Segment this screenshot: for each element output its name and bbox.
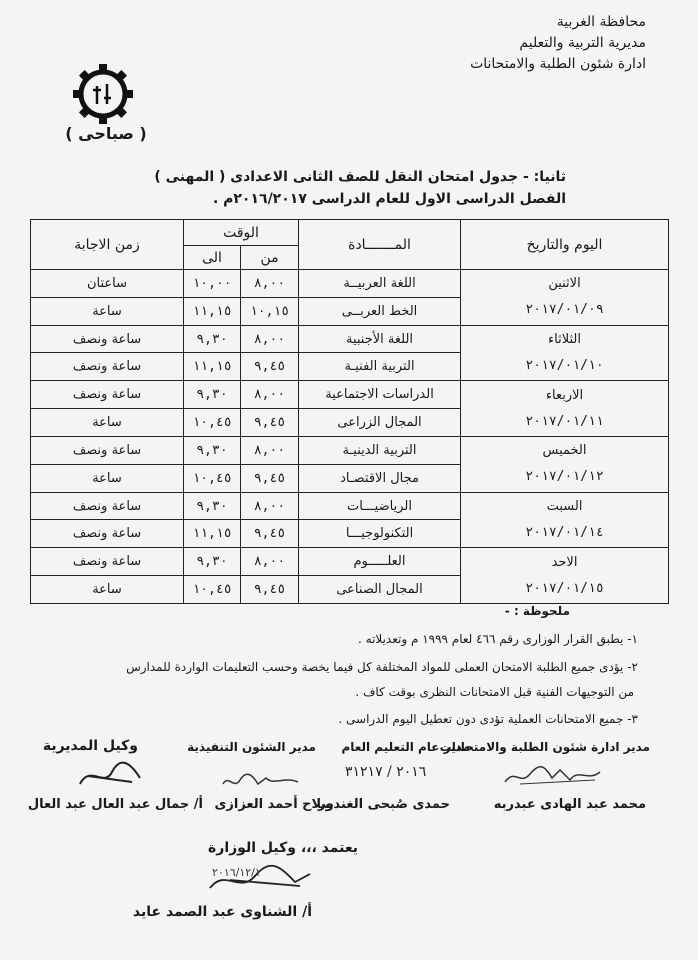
from-cell: ٩,٤٥	[241, 464, 299, 492]
table-row	[31, 325, 669, 353]
minister-signature-date: ٢٠١٦/١٢/١	[212, 866, 261, 879]
day-date: ٢٠١٧/٠١/٠٩	[525, 302, 604, 318]
gear-logo-icon	[66, 64, 140, 124]
table-row	[31, 270, 669, 298]
from-cell: ٩,٤٥	[241, 353, 299, 381]
signature-title-students-affairs: مدير ادارة شئون الطلبة والامتحانات	[439, 740, 650, 754]
to-cell: ٩,٣٠	[184, 381, 241, 409]
subject-cell: التكنولوجيـــا	[299, 520, 461, 548]
duration-cell: ساعة	[31, 576, 184, 604]
from-cell: ٨,٠٠	[241, 270, 299, 298]
document-title	[146, 166, 566, 210]
header-time: الوقت	[184, 220, 299, 246]
subject-cell: المجال الزراعى	[299, 409, 461, 437]
subject-cell: الدراسات الاجتماعية	[299, 381, 461, 409]
duration-cell: ساعة	[31, 409, 184, 437]
note-2b: من التوجيهات الفنية قبل الامتحانات النظرى بوقت كاف .	[355, 685, 634, 699]
day-name: الاربعاء	[545, 387, 584, 403]
from-cell: ٨,٠٠	[241, 492, 299, 520]
table-row	[31, 548, 669, 576]
subject-cell: التربية الفنيـة	[299, 353, 461, 381]
header-to: الى	[184, 246, 241, 270]
to-cell: ١١,١٥	[184, 520, 241, 548]
signature-date-note: ٢٠١٦ / ٣١٢١٧	[345, 764, 427, 780]
header-subject: المـــــــادة	[299, 220, 461, 270]
to-cell: ٩,٣٠	[184, 492, 241, 520]
to-cell: ١٠,٠٠	[184, 270, 241, 298]
day-cell	[461, 270, 669, 326]
duration-cell: ساعتان	[31, 270, 184, 298]
table-row	[31, 436, 669, 464]
day-name: الخميس	[542, 443, 587, 459]
to-cell: ١٠,٤٥	[184, 464, 241, 492]
duration-cell: ساعة ونصف	[31, 325, 184, 353]
table-row	[31, 492, 669, 520]
from-cell: ٨,٠٠	[241, 381, 299, 409]
subject-cell: الرياضيـــات	[299, 492, 461, 520]
day-cell	[461, 548, 669, 604]
note-1: ١- يطبق القرار الوزارى رقم ٤٦٦ لعام ١٩٩٩ م وتعديلاته .	[358, 632, 638, 646]
subject-cell: مجال الاقتصـاد	[299, 464, 461, 492]
duration-cell: ساعة ونصف	[31, 353, 184, 381]
signature-title-deputy-directorate: وكيل المديرية	[42, 738, 138, 754]
duration-cell: ساعة ونصف	[31, 436, 184, 464]
title-line-2: الفصل الدراسى الاول للعام الدراسى ٢٠١٦/٢٠١٧م .	[212, 191, 566, 207]
day-date: ٢٠١٧/٠١/١٢	[525, 469, 604, 485]
header-block	[346, 12, 646, 75]
from-cell: ٩,٤٥	[241, 576, 299, 604]
subject-cell: اللغة الأجنبية	[299, 325, 461, 353]
duration-cell: ساعة	[31, 297, 184, 325]
notes-block	[20, 604, 670, 734]
from-cell: ٩,٤٥	[241, 520, 299, 548]
header-duration: زمن الاجابة	[31, 220, 184, 270]
day-cell	[461, 492, 669, 548]
duration-cell: ساعة	[31, 464, 184, 492]
subject-cell: التربية الدينيـة	[299, 436, 461, 464]
department-text: ادارة شئون الطلبة والامتحانات	[470, 56, 646, 72]
signature-scribble-1	[500, 760, 610, 790]
from-cell: ٩,٤٥	[241, 409, 299, 437]
day-cell	[461, 381, 669, 437]
from-cell: ٨,٠٠	[241, 325, 299, 353]
day-date: ٢٠١٧/٠١/١٥	[525, 580, 604, 596]
day-cell	[461, 436, 669, 492]
notes-header: ملحوظة : -	[504, 604, 570, 618]
subject-cell: اللغة العربيــة	[299, 270, 461, 298]
minister-name: أ/ الشناوى عبد الصمد عايد	[132, 904, 312, 920]
to-cell: ١٠,٤٥	[184, 409, 241, 437]
subject-cell: المجال الصناعى	[299, 576, 461, 604]
from-cell: ٨,٠٠	[241, 548, 299, 576]
to-cell: ٩,٣٠	[184, 436, 241, 464]
header-from: من	[241, 246, 299, 270]
subject-cell: الخط العربــى	[299, 297, 461, 325]
day-cell	[461, 325, 669, 381]
day-date: ٢٠١٧/٠١/١٠	[525, 357, 604, 373]
duration-cell: ساعة ونصف	[31, 520, 184, 548]
subject-cell: العلـــــوم	[299, 548, 461, 576]
governorate-text: محافظة الغربية	[556, 14, 646, 30]
signature-scribble-4	[70, 758, 150, 794]
day-name: الاثنين	[548, 276, 581, 292]
signature-title-general-education: مدير عام التعليم العام	[341, 740, 470, 754]
to-cell: ١١,١٥	[184, 353, 241, 381]
day-date: ٢٠١٧/٠١/١٤	[525, 524, 604, 540]
directorate-text: مديرية التربية والتعليم	[519, 35, 646, 51]
duration-cell: ساعة ونصف	[31, 492, 184, 520]
from-cell: ٨,٠٠	[241, 436, 299, 464]
signature-scribble-3	[218, 770, 308, 794]
to-cell: ٩,٣٠	[184, 548, 241, 576]
duration-cell: ساعة ونصف	[31, 381, 184, 409]
note-3: ٣- جميع الامتحانات العملية تؤدى دون تعطيل اليوم الدراسى .	[338, 712, 638, 726]
day-name: السبت	[546, 498, 583, 514]
signature-name-4: أ/ جمال عبد العال عبد العال	[27, 797, 203, 812]
day-name: الثلاثاء	[548, 331, 581, 347]
shift-label: ( صباحى )	[65, 124, 147, 143]
duration-cell: ساعة ونصف	[31, 548, 184, 576]
from-cell: ١٠,١٥	[241, 297, 299, 325]
header-day: اليوم والتاريخ	[461, 220, 669, 270]
signature-name-2: حمدى صُبحى الغندور	[317, 797, 450, 812]
to-cell: ٩,٣٠	[184, 325, 241, 353]
day-date: ٢٠١٧/٠١/١١	[525, 413, 604, 429]
schedule-body	[31, 270, 669, 604]
signature-name-3: صلاح أحمد العزازى	[214, 797, 334, 812]
signature-name-1: محمد عبد الهادى عبدربه	[493, 797, 646, 812]
exam-schedule-table	[30, 219, 668, 604]
title-line-1: ثانيا: - جدول امتحان النقل للصف الثانى الاعدادى ( المهنى )	[154, 169, 566, 185]
table-row	[31, 381, 669, 409]
approval-label: يعتمد ،،، وكيل الوزارة	[208, 840, 358, 856]
to-cell: ١١,١٥	[184, 297, 241, 325]
to-cell: ١٠,٤٥	[184, 576, 241, 604]
day-name: الاحد	[551, 554, 578, 570]
signature-title-executive-affairs: مدير الشئون التنفيذية	[187, 740, 316, 754]
note-2a: ٢- يؤدى جميع الطلبة الامتحان العملى للمواد المختلفة كل فيما يخصة وحسب التعليمات الواردة للمدارس	[126, 660, 638, 674]
